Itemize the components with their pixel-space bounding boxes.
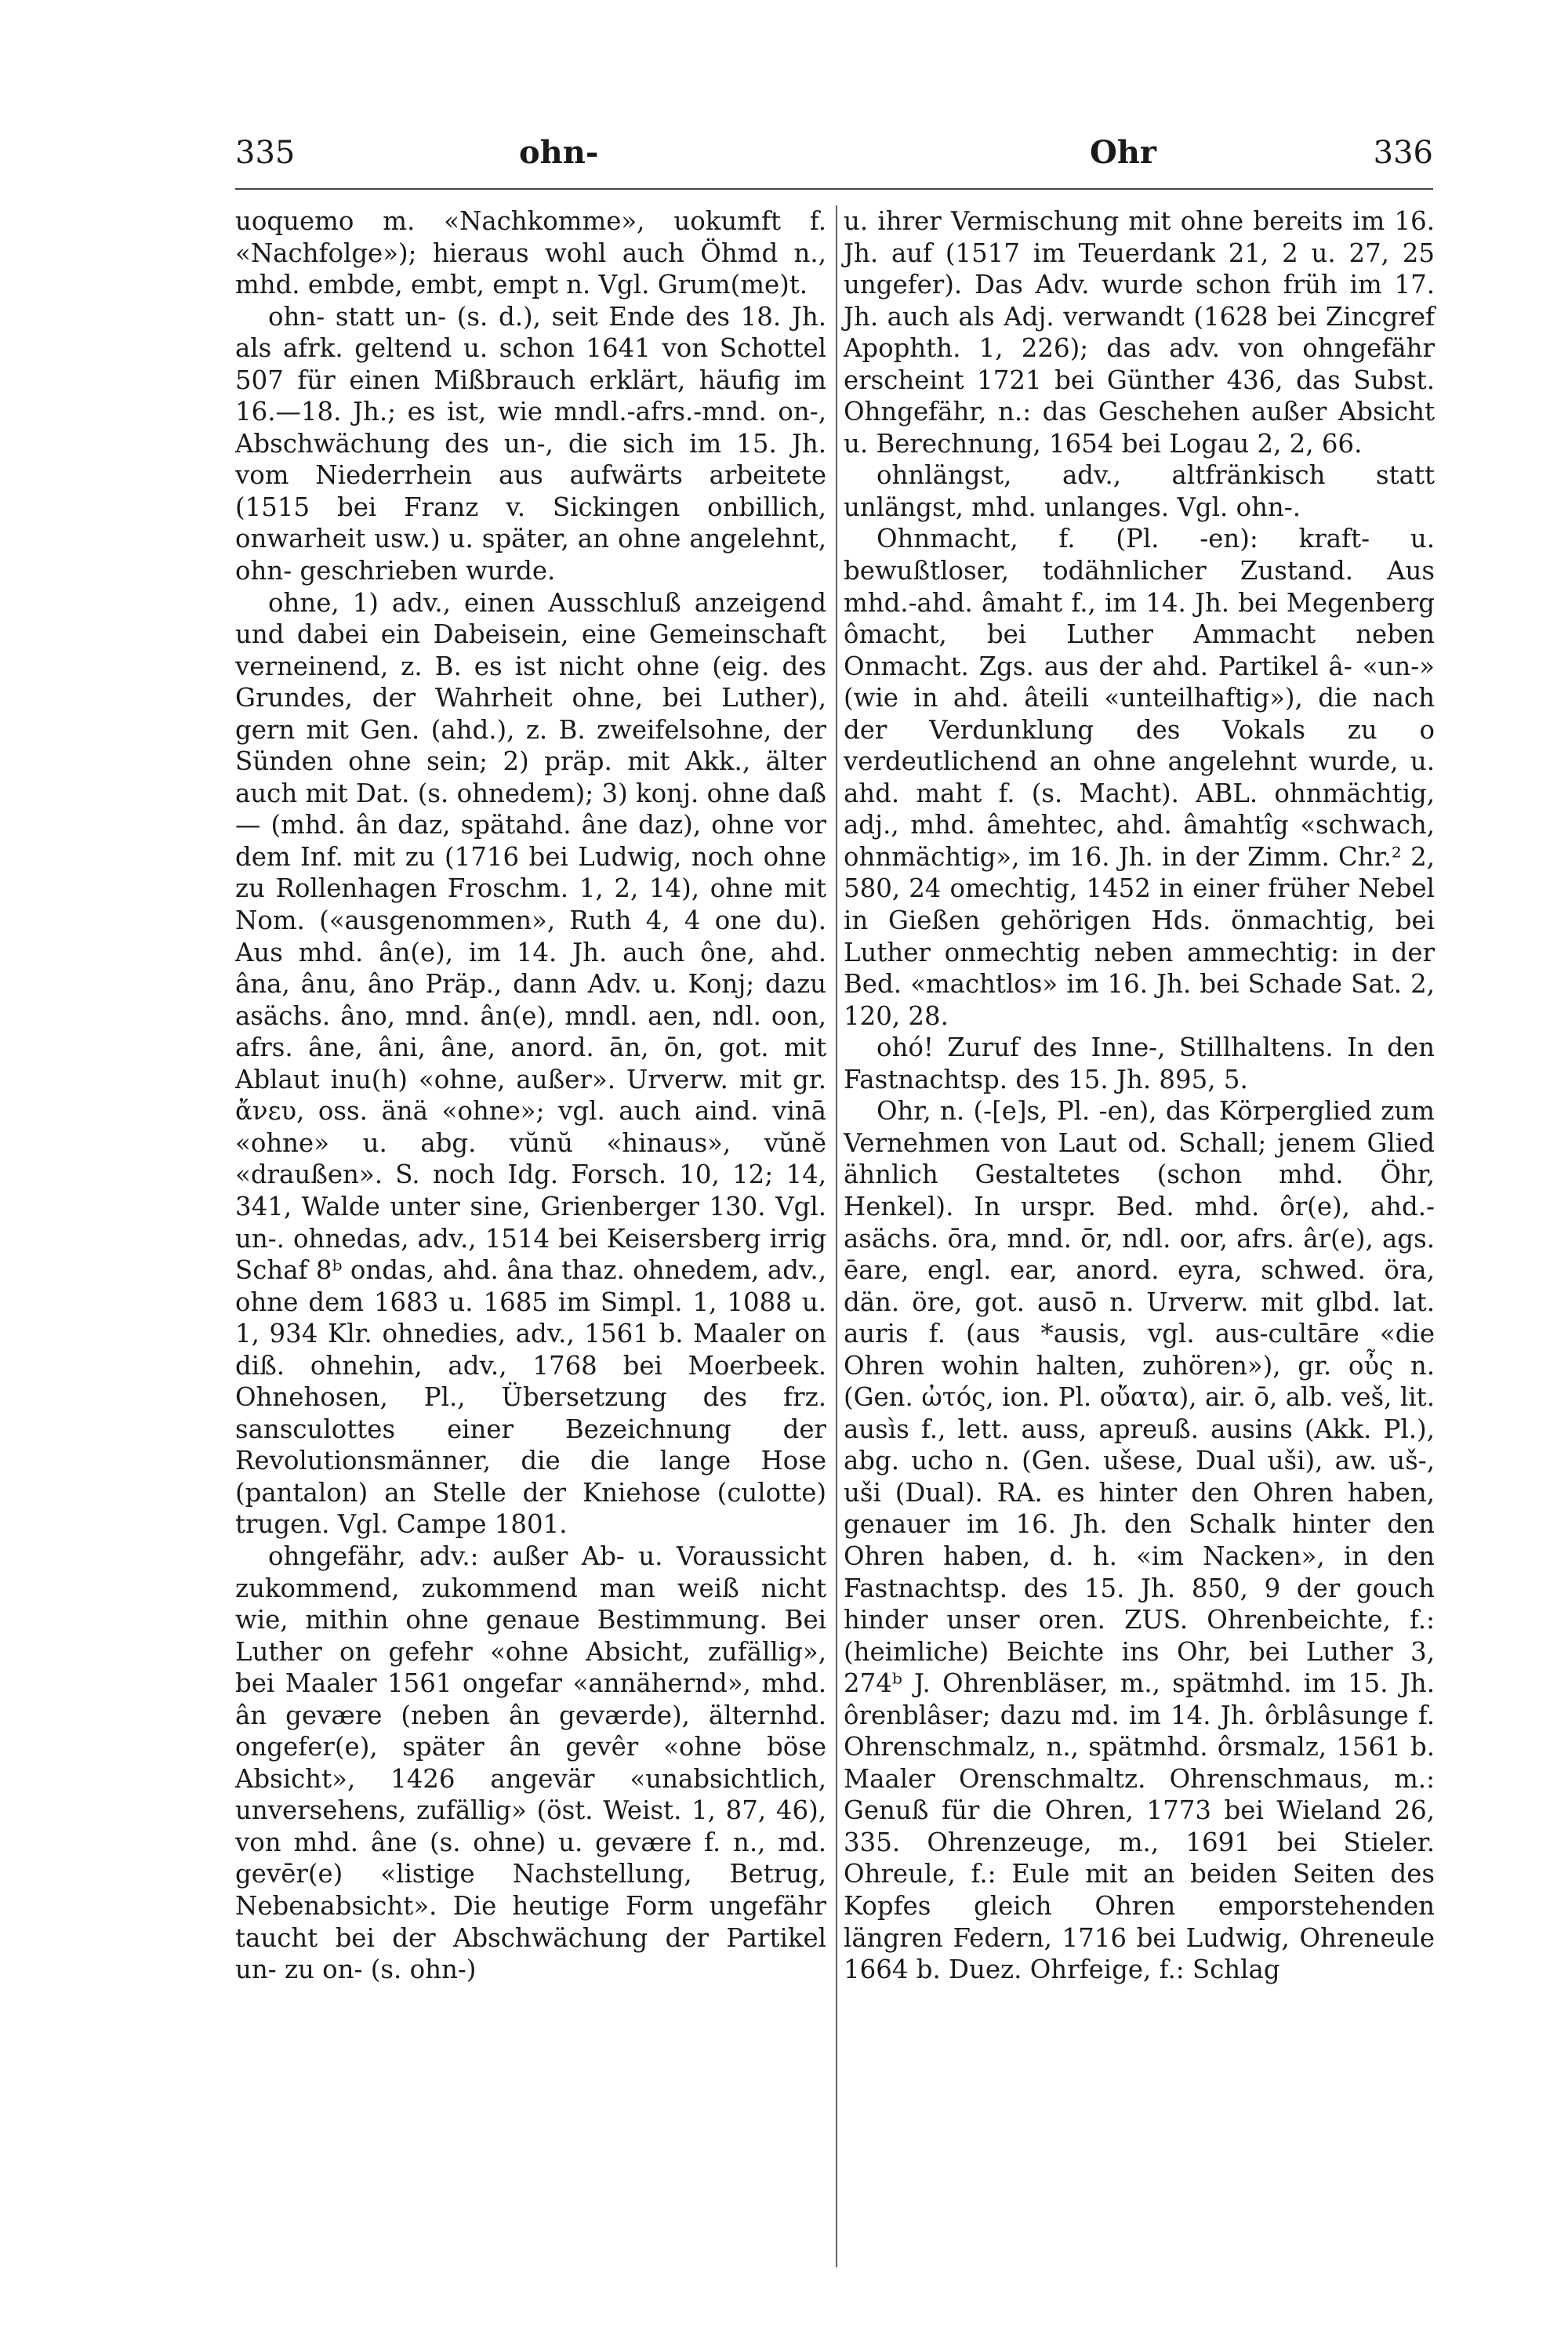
entry-text: u. ihrer Vermischung mit ohne bereits im 16. Jh. auf (1517 im Teuerdank 21, 2 u. 27, 25 ungefer). Das Adv. wurde schon früh im 17. Jh. auch als Adj. verwandt (1628 bei Zincgref Apophth. 1, 226); das adv. von ohngefähr erscheint 1721 bei Günther 436, das Subst. Ohngefähr, n.: das Geschehen außer Absicht u. Berechnung, 1654 bei Logau 2, 2, 66. (844, 206, 1435, 459)
left-column (235, 205, 826, 1986)
right-running-headword: Ohr (1090, 134, 1156, 171)
entry-ohne: ohne, 1) adv., einen Ausschluß anzeigend und dabei ein Dabeisein, eine Gemeinschaft verneinend, z. B. es ist nicht ohne (eig. des Grundes, der Wahrheit ohne, bei Luther), gern mit Gen. (ahd.), z. B. zweifelsohne, der Sünden ohne sein; 2) präp. mit Akk., älter auch mit Dat. (s. ohnedem); 3) konj. ohne daß — (mhd. ân daz, spätahd. âne daz), ohne vor dem Inf. mit zu (1716 bei Ludwig, noch ohne zu Rollenhagen Froschm. 1, 2, 14), ohne mit Nom. («ausgenommen», Ruth 4, 4 one du). Aus mhd. ân(e), im 14. Jh. auch ône, ahd. âna, ânu, âno Präp., dann Adv. u. Konj; dazu asächs. âno, mnd. ân(e), mndl. aen, ndl. oon, afrs. âne, âni, âne, anord. ān, ōn, got. mit Ablaut inu(h) «ohne, außer». Urverw. mit gr. ἄνευ, oss. änä «ohne»; vgl. auch aind. vinā «ohne» u. abg. vŭnŭ «hinaus», vŭnĕ «draußen». S. noch Idg. Forsch. 10, 12; 14, 341, Walde unter sine, Grienberger 130. Vgl. un-. ohnedas, adv., 1514 bei Keisersberg irrig Schaf 8ᵇ ondas, ahd. âna thaz. ohnedem, adv., ohne dem 1683 u. 1685 im Simpl. 1, 1088 u. 1, 934 Klr. ohnedies, adv., 1561 b. Maaler on diß. ohnehin, adv., 1768 bei Moerbeek. Ohnehosen, Pl., Übersetzung des frz. sansculottes einer Bezeichnung der Revolutionsmänner, die die lange Hose (pantalon) an Stelle der Kniehose (culotte) trugen. Vgl. Campe 1801. (235, 587, 826, 1540)
left-page-number: 335 (235, 135, 296, 171)
right-page-number: 336 (1373, 135, 1433, 171)
entry-ohnmacht: Ohnmacht, f. (Pl. -en): kraft- u. bewußtloser, todähnlicher Zustand. Aus mhd.-ahd. âmaht f., im 14. Jh. bei Megenberg ômacht, bei Luther Ammacht neben Onmacht. Zgs. aus der ahd. Partikel â- «un-» (wie in ahd. âteili «unteilhaftig»), die nach der Verdunklung des Vokals zu o verdeutlichend an ohne angelehnt wurde, u. ahd. maht f. (s. Macht). ABL. ohnmächtig, adj., mhd. âmehtec, ahd. âmahtîg «schwach, ohnmächtig», im 16. Jh. in der Zimm. Chr.² 2, 580, 24 omechtig, 1452 in einer früher Nebel in Gießen gehörigen Hds. önmachtig, bei Luther onmechtig neben ammechtig: in der Bed. «machtlos» im 16. Jh. bei Schade Sat. 2, 120, 28. (844, 524, 1435, 1031)
left-running-headword: ohn- (519, 134, 599, 171)
entry-ohnlaengst: ohnlängst, adv., altfränkisch statt unlängst, mhd. unlanges. Vgl. ohn-. (844, 460, 1435, 522)
entry-ohn: ohn- statt un- (s. d.), seit Ende des 18. Jh. als afrk. geltend u. schon 1641 von Schottel 507 für einen Mißbrauch erklärt, häufig im 16.—18. Jh.; es ist, wie mndl.-afrs.-mnd. on-, Abschwächung des un-, die sich im 15. Jh. vom Niederrhein aus aufwärts arbeitete (1515 bei Franz v. Sickingen onbillich, onwarheit usw.) u. später, an ohne angelehnt, ohn- geschrieben wurde. (235, 301, 826, 586)
entry-oho: ohó! Zuruf des Inne-, Stillhaltens. In den Fastnachtsp. des 15. Jh. 895, 5. (844, 1033, 1435, 1094)
entry-text: uoquemo m. «Nachkomme», uokumft f. «Nachfolge»); hieraus wohl auch Öhmd n., mhd. embde, embt, empt n. Vgl. Grum(me)t. (235, 206, 826, 300)
page-header (235, 133, 1433, 188)
entry-ohngefaehr: ohngefähr, adv.: außer Ab- u. Voraussicht zukommend, zukommend man weiß nicht wie, mithin ohne genaue Bestimmung. Bei Luther on gefehr «ohne Absicht, zufällig», bei Maaler 1561 ongefar «annähernd», mhd. ân gevære (neben ân geværde), älternhd. ongefer(e), später ân gevêr «ohne böse Absicht», 1426 angevär «unabsichtlich, unversehens, zufällig» (öst. Weist. 1, 87, 46), von mhd. âne (s. ohne) u. gevære f. n., md. gevēr(e) «listige Nachstellung, Betrug, Nebenabsicht». Die heutige Form ungefähr taucht bei der Abschwächung der Partikel un- zu on- (s. ohn-) (235, 1541, 826, 1985)
header-rule (235, 188, 1433, 190)
column-divider (836, 205, 837, 2267)
right-column (844, 205, 1435, 1986)
entry-ohr: Ohr, n. (-[e]s, Pl. -en), das Körperglied zum Vernehmen von Laut od. Schall; jenem Glied ähnlich Gestaltetes (schon mhd. Öhr, Henkel). In urspr. Bed. mhd. ôr(e), ahd.-asächs. ōra, mnd. ōr, ndl. oor, afrs. âr(e), ags. ēare, engl. ear, anord. eyra, schwed. öra, dän. öre, got. ausō n. Urverw. mit glbd. lat. auris f. (aus *ausis, vgl. aus-cultāre «die Ohren wohin halten, zuhören»), gr. οὖς n. (Gen. ὠτός, ion. Pl. οὔατα), air. ō, alb. veš, lit. ausìs f., lett. auss, apreuß. ausins (Akk. Pl.), abg. ucho n. (Gen. ušese, Dual uši), aw. uš-, uši (Dual). RA. es hinter den Ohren haben, genauer im 16. Jh. den Schalk hinter den Ohren haben, d. h. «im Nacken», in den Fastnachtsp. des 15. Jh. 850, 9 der gouch hinder unser oren. ZUS. Ohrenbeichte, f.: (heimliche) Beichte ins Ohr, bei Luther 3, 274ᵇ J. Ohrenbläser, m., spätmhd. im 15. Jh. ôrenblâser; dazu md. im 14. Jh. ôrblâsunge f. Ohrenschmalz, n., spätmhd. ôrsmalz, 1561 b. Maaler Orenschmaltz. Ohrenschmaus, m.: Genuß für die Ohren, 1773 bei Wieland 26, 335. Ohrenzeuge, m., 1691 bei Stieler. Ohreule, f.: Eule mit an beiden Seiten des Kopfes gleich Ohren emporstehenden längren Federn, 1716 bei Ludwig, Ohreneule 1664 b. Duez. Ohrfeige, f.: Schlag (844, 1096, 1435, 1985)
